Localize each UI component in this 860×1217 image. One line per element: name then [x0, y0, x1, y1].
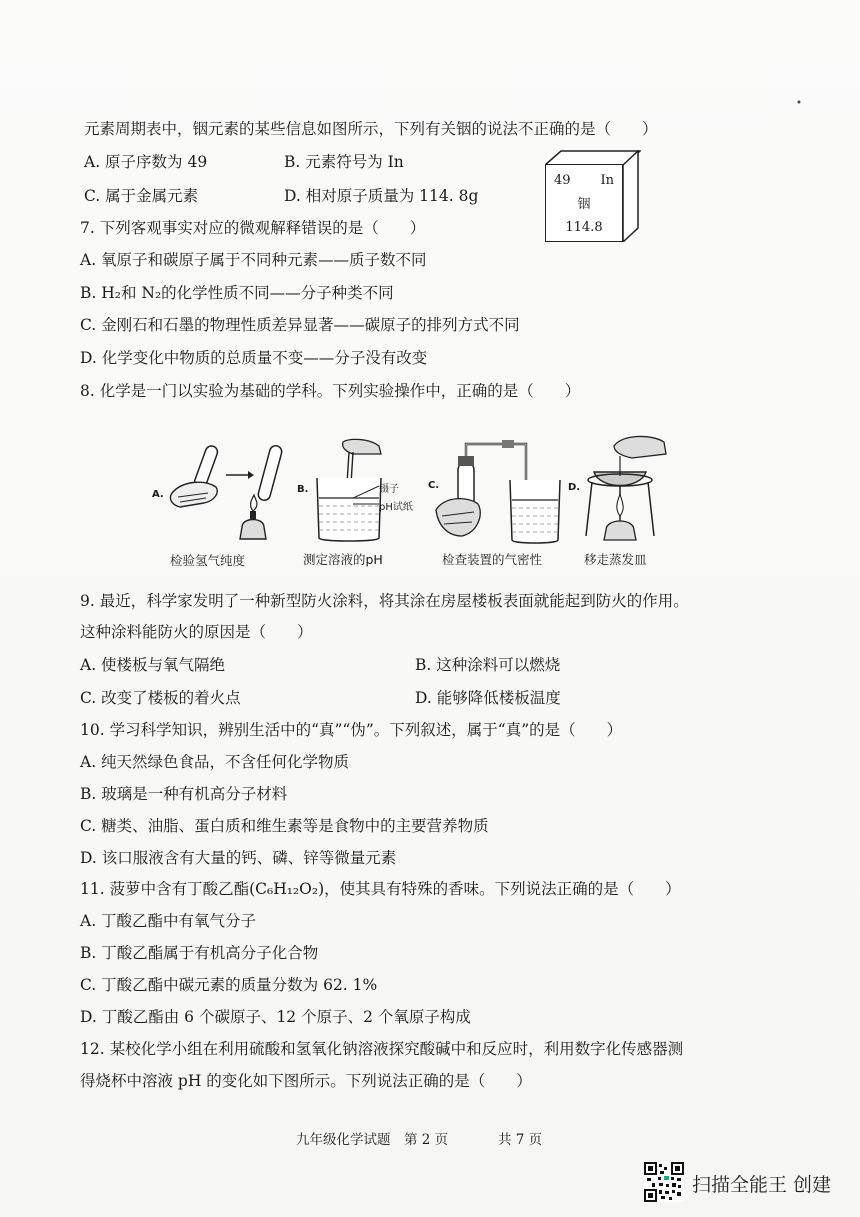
q7-option-a: A. 氧原子和碳原子属于不同种元素——质子数不同	[80, 251, 427, 269]
scanner-watermark: 扫描全能王 创建	[692, 1174, 832, 1196]
figure-a-letter: A.	[152, 489, 164, 500]
q11-option-b: B. 丁酸乙酯属于有机高分子化合物	[80, 944, 319, 962]
q10-stem: 10. 学习科学知识，辨别生活中的“真”“伪”。下列叙述，属于“真”的是（ ）	[80, 721, 623, 739]
q6-option-a: A. 原子序数为 49	[84, 153, 208, 171]
q9-option-b: B. 这种涂料可以燃烧	[415, 656, 561, 674]
atomic-mass: 114.8	[565, 220, 603, 235]
hydrogen-test-drawing	[164, 441, 290, 545]
q7-option-c: C. 金刚石和石墨的物理性质差异显著——碳原子的排列方式不同	[80, 316, 520, 334]
q7-option-d: D. 化学变化中物质的总质量不变——分子没有改变	[80, 349, 428, 367]
q6-option-d: D. 相对原子质量为 114. 8g	[284, 187, 479, 205]
q7-stem: 7. 下列客观事实对应的微观解释错误的是（ ）	[80, 219, 426, 237]
element-cell-indium	[545, 150, 641, 244]
footer-page-number: 第 2 页	[404, 1132, 449, 1148]
q8-stem: 8. 化学是一门以实验为基础的学科。下列实验操作中，正确的是（ ）	[80, 382, 581, 400]
q9-option-c: C. 改变了楼板的着火点	[80, 689, 241, 707]
q6-option-b: B. 元素符号为 In	[284, 153, 404, 171]
footer-subject: 九年级化学试题	[296, 1132, 391, 1148]
figure-b-letter: B.	[297, 484, 309, 495]
q11-stem: 11. 菠萝中含有丁酸乙酯(C₆H₁₂O₂)，使其具有特殊的香味。下列说法正确的是（ ）	[80, 880, 681, 898]
q12-stem-line1: 12. 某校化学小组在利用硫酸和氢氧化钠溶液探究酸碱中和反应时，利用数字化传感器测	[80, 1040, 684, 1058]
ph-paper-label: pH试纸	[379, 502, 413, 513]
q6-option-c: C. 属于金属元素	[84, 187, 199, 205]
element-symbol: In	[600, 173, 614, 188]
q11-option-c: C. 丁酸乙酯中碳元素的质量分数为 62. 1%	[80, 976, 378, 994]
airtightness-drawing	[434, 436, 564, 546]
footer-page-total: 共 7 页	[498, 1132, 543, 1148]
q9-option-d: D. 能够降低楼板温度	[415, 689, 561, 707]
label-pointer-lines	[353, 484, 381, 508]
figure-a	[150, 435, 290, 568]
qr-code-icon	[644, 1162, 684, 1202]
figure-d-letter: D.	[568, 482, 581, 493]
q9-option-a: A. 使楼板与氧气隔绝	[80, 656, 226, 674]
cell-side-face	[623, 150, 639, 242]
q10-option-b: B. 玻璃是一种有机高分子材料	[80, 785, 288, 803]
figure-b-caption: 测定溶液的pH	[303, 552, 383, 567]
speck-mark	[797, 100, 801, 104]
figure-d	[566, 430, 676, 567]
figure-c	[428, 432, 564, 567]
q11-option-d: D. 丁酸乙酯由 6 个碳原子、12 个原子、2 个氧原子构成	[80, 1008, 471, 1026]
q10-option-d: D. 该口服液含有大量的钙、磷、锌等微量元素	[80, 849, 397, 867]
element-name: 铟	[577, 197, 591, 212]
figure-b	[295, 432, 445, 567]
q9-stem-line1: 9. 最近，科学家发明了一种新型防火涂料，将其涂在房屋楼板表面就能起到防火的作用。	[80, 592, 689, 610]
tweezers-label: 镊子	[379, 484, 399, 495]
q10-option-a: A. 纯天然绿色食品，不含任何化学物质	[80, 753, 350, 771]
q6-stem: 元素周期表中，铟元素的某些信息如图所示，下列有关铟的说法不正确的是（ ）	[84, 120, 658, 138]
q12-stem-line2: 得烧杯中溶液 pH 的变化如下图所示。下列说法正确的是（ ）	[80, 1072, 532, 1090]
figure-d-caption: 移走蒸发皿	[584, 552, 647, 567]
q7-option-b: B. H₂和 N₂的化学性质不同——分子种类不同	[80, 284, 394, 302]
figure-c-caption: 检查装置的气密性	[442, 552, 543, 567]
atomic-number: 49	[554, 173, 571, 188]
q11-option-a: A. 丁酸乙酯中有氧气分子	[80, 912, 257, 930]
cell-front-face	[545, 164, 623, 242]
evaporating-dish-drawing	[580, 432, 672, 544]
figure-a-caption: 检验氢气纯度	[170, 553, 246, 568]
q10-option-c: C. 糖类、油脂、蛋白质和维生素等是食物中的主要营养物质	[80, 817, 489, 835]
q9-stem-line2: 这种涂料能防火的原因是（ ）	[80, 623, 313, 641]
figure-c-letter: C.	[428, 480, 440, 491]
